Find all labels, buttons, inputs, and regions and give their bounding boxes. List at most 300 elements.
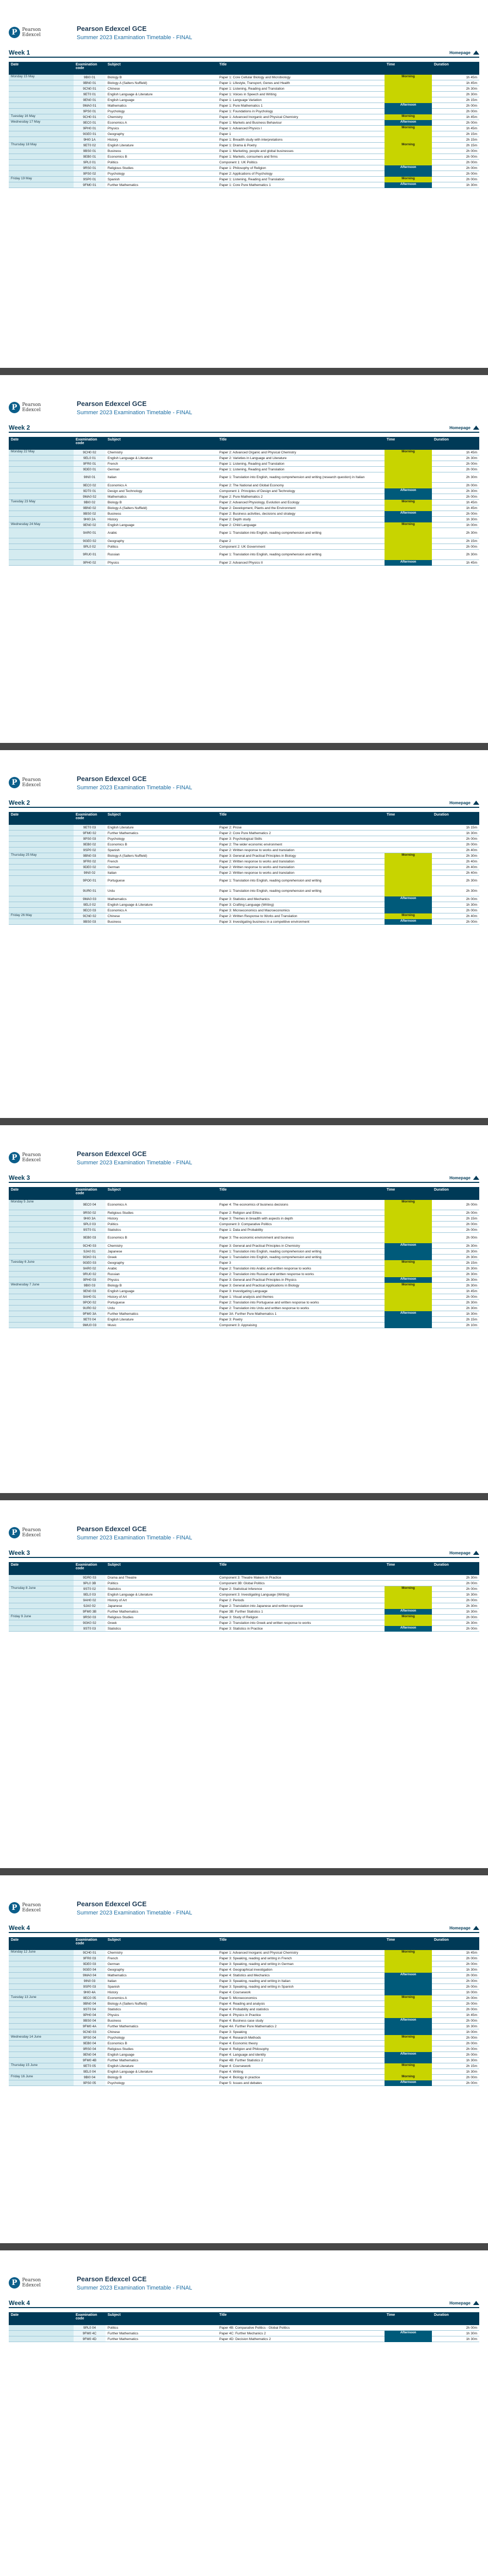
- exam-title: Paper 2: Written response to works and translation: [217, 859, 385, 865]
- table-row: [9, 483, 479, 488]
- exam-code: 9GE0 02: [74, 538, 106, 544]
- exam-date: [9, 154, 74, 160]
- document-title: Pearson Edexcel GCE: [77, 1149, 147, 1158]
- exam-date: [9, 2336, 74, 2342]
- exam-subject: Further Mathematics: [106, 2058, 217, 2063]
- exam-duration: 2h 00m: [432, 103, 479, 109]
- exam-code: 9AH0 02: [74, 1598, 106, 1603]
- up-arrow-icon[interactable]: [473, 801, 479, 805]
- up-arrow-icon[interactable]: [473, 1926, 479, 1930]
- exam-code: 9EN0 04: [74, 2052, 106, 2058]
- exam-date: [9, 1255, 74, 1260]
- homepage-label[interactable]: Homepage: [449, 1175, 470, 1180]
- exam-title: Paper 3: Statistics in Practice: [217, 1626, 385, 1632]
- table-row: [9, 455, 479, 461]
- table-row: [9, 1255, 479, 1260]
- table-row: [9, 2063, 479, 2069]
- exam-duration: 2h 00m: [432, 1615, 479, 1620]
- column-header: Subject: [106, 2312, 217, 2325]
- exam-code: 9EL0 02: [74, 902, 106, 908]
- exam-duration: 2h 30m: [432, 1243, 479, 1249]
- exam-title: Paper 3: Speaking, reading and writing in Spanish: [217, 1984, 385, 1990]
- exam-code: 9EL0 01: [74, 455, 106, 461]
- exam-duration: 1h 00m: [432, 1990, 479, 1995]
- exam-session: [385, 2041, 432, 2046]
- pearson-logo-icon: P: [9, 777, 20, 788]
- exam-date: [9, 919, 74, 925]
- exam-subject: Further Mathematics: [106, 1311, 217, 1317]
- exam-title: Component 1: UK Politics: [217, 160, 385, 165]
- exam-subject: Psychology: [106, 2035, 217, 2041]
- table-row: [9, 1950, 479, 1956]
- exam-subject: Urdu: [106, 1306, 217, 1311]
- homepage-label[interactable]: Homepage: [449, 2300, 470, 2306]
- exam-session: Morning: [385, 1586, 432, 1592]
- exam-subject: Mathematics: [106, 1973, 217, 1978]
- homepage-label[interactable]: Homepage: [449, 1925, 470, 1930]
- exam-subject: Mathematics: [106, 494, 217, 500]
- homepage-label[interactable]: Homepage: [449, 425, 470, 430]
- exam-date: [9, 2046, 74, 2052]
- week-bar: [9, 799, 479, 808]
- exam-date: [9, 896, 74, 902]
- exam-title: Paper 3: General and Practical Principles in Chemistry: [217, 1243, 385, 1249]
- exam-subject: Music: [106, 1323, 217, 1328]
- document-title: Pearson Edexcel GCE: [77, 2275, 147, 2283]
- exam-date: [9, 165, 74, 171]
- exam-session: [385, 1233, 432, 1243]
- exam-duration: 1h 30m: [432, 1609, 479, 1615]
- exam-code: 9IN0 03: [74, 1978, 106, 1984]
- exam-code: 9DE0 02: [74, 865, 106, 870]
- table-row: [9, 902, 479, 908]
- exam-duration: 2h 00m: [432, 1210, 479, 1216]
- exam-session: [385, 154, 432, 160]
- exam-title: Paper 2: Child Language: [217, 522, 385, 528]
- column-header: Time: [385, 1937, 432, 1950]
- column-header: Duration: [432, 2312, 479, 2325]
- table-row: [9, 171, 479, 177]
- exam-session: [385, 2336, 432, 2342]
- exam-table: [9, 812, 479, 925]
- exam-title: Paper 3: Investigating business in a competitive environment: [217, 919, 385, 925]
- exam-title: Paper 3: General and Practical Principles in Physics: [217, 1277, 385, 1283]
- pearson-logo: [9, 1152, 66, 1163]
- exam-title: Paper 1: Listening, Reading and Translation: [217, 86, 385, 92]
- exam-duration: 2h 15m: [432, 2063, 479, 2069]
- exam-code: 9FM0 4B: [74, 2058, 106, 2063]
- exam-date: [9, 1626, 74, 1632]
- exam-code: 9FR0 03: [74, 1956, 106, 1961]
- exam-duration: 2h 00m: [432, 177, 479, 182]
- exam-duration: 2h 00m: [432, 1956, 479, 1961]
- exam-duration: 2h 00m: [432, 494, 479, 500]
- table-row: [9, 109, 479, 114]
- exam-date: [9, 483, 74, 488]
- exam-date: [9, 171, 74, 177]
- exam-code: 9RS0 03: [74, 1615, 106, 1620]
- exam-table: [9, 1187, 479, 1328]
- table-row: [9, 2041, 479, 2046]
- document-title: Pearson Edexcel GCE: [77, 24, 147, 32]
- table-header-row: [9, 1187, 479, 1200]
- column-header: Subject: [106, 1562, 217, 1575]
- exam-session: Afternoon: [385, 103, 432, 109]
- exam-title: Paper 1: Advanced Inorganic and Physical Chemistry: [217, 1950, 385, 1956]
- exam-session: [385, 2001, 432, 2007]
- pearson-logo-icon: P: [9, 27, 20, 38]
- exam-subject: Italian: [106, 1978, 217, 1984]
- exam-title: Component 3: Theatre Makers in Practice: [217, 1575, 385, 1581]
- table-row: [9, 143, 479, 148]
- exam-code: 9BI0 02: [74, 500, 106, 505]
- table-row: [9, 1973, 479, 1978]
- column-header: Duration: [432, 62, 479, 75]
- exam-session: [385, 538, 432, 544]
- exam-code: 9BS0 03: [74, 919, 106, 925]
- table-row: [9, 1603, 479, 1609]
- exam-subject: English Language & Literature: [106, 455, 217, 461]
- exam-date: [9, 1243, 74, 1249]
- exam-subject: Economics B: [106, 154, 217, 160]
- exam-code: 9EN0 02: [74, 522, 106, 528]
- exam-session: Morning: [385, 1200, 432, 1210]
- exam-subject: Russian: [106, 1272, 217, 1277]
- exam-date: [9, 1598, 74, 1603]
- exam-date: Thursday 15 June: [9, 2063, 74, 2069]
- pearson-logo: [9, 27, 66, 38]
- brand-sub: Edexcel: [22, 2283, 41, 2288]
- exam-date: [9, 137, 74, 143]
- exam-duration: 2h 00m: [432, 2080, 479, 2086]
- exam-duration: 1h 45m: [432, 2012, 479, 2018]
- column-header: Title: [217, 2312, 385, 2325]
- table-row: [9, 1216, 479, 1222]
- exam-title: Paper 3: Study of Religion: [217, 1615, 385, 1620]
- pearson-logo-icon: P: [9, 402, 20, 413]
- exam-date: [9, 2024, 74, 2029]
- exam-table: [9, 437, 479, 566]
- exam-duration: 2h 30m: [432, 876, 479, 886]
- up-arrow-icon[interactable]: [473, 1176, 479, 1180]
- exam-duration: 1h 30m: [432, 2069, 479, 2075]
- exam-title: Paper 4: Coursework: [217, 1990, 385, 1995]
- exam-code: 9EC0 03: [74, 908, 106, 913]
- column-header: Duration: [432, 1562, 479, 1575]
- exam-session: Afternoon: [385, 182, 432, 188]
- exam-title: Paper 3: Speaking, reading and writing in Italian: [217, 1978, 385, 1984]
- exam-date: [9, 528, 74, 538]
- up-arrow-icon[interactable]: [473, 426, 479, 430]
- exam-date: [9, 160, 74, 165]
- exam-session: Morning: [385, 450, 432, 455]
- exam-title: Paper 3: General and Practical Principles in Biology: [217, 853, 385, 859]
- exam-duration: 1h 30m: [432, 2331, 479, 2336]
- exam-subject: Arabic: [106, 528, 217, 538]
- table-row: [9, 1984, 479, 1990]
- exam-session: Morning: [385, 2063, 432, 2069]
- exam-session: [385, 1294, 432, 1300]
- table-row: [9, 75, 479, 80]
- exam-title: Paper 1: Listening, Reading and Translation: [217, 177, 385, 182]
- table-row: [9, 1961, 479, 1967]
- exam-subject: Psychology: [106, 2080, 217, 2086]
- exam-duration: 2h 00m: [432, 1586, 479, 1592]
- exam-date: [9, 1984, 74, 1990]
- exam-date: [9, 1277, 74, 1283]
- column-header: Duration: [432, 1187, 479, 1200]
- exam-duration: 2h 15m: [432, 97, 479, 103]
- column-header: Subject: [106, 437, 217, 450]
- page-header: [9, 2268, 479, 2298]
- exam-session: [385, 859, 432, 865]
- exam-code: 9PO0 01: [74, 876, 106, 886]
- homepage-label[interactable]: Homepage: [449, 50, 470, 55]
- exam-title: Paper 4: Biology in practice: [217, 2075, 385, 2080]
- homepage-link[interactable]: [449, 1551, 479, 1555]
- exam-date: [9, 831, 74, 836]
- exam-session: [385, 825, 432, 831]
- table-row: [9, 1306, 479, 1311]
- exam-subject: German: [106, 865, 217, 870]
- exam-code: 9MA0 03: [74, 896, 106, 902]
- table-row: [9, 1592, 479, 1598]
- exam-code: 9MA0 02: [74, 494, 106, 500]
- exam-code: 9EC0 01: [74, 120, 106, 126]
- exam-subject: Statistics: [106, 1227, 217, 1233]
- exam-subject: History of Art: [106, 1598, 217, 1603]
- exam-session: Morning: [385, 2075, 432, 2080]
- exam-title: Paper 1: Lifestyle, Transport, Genes and Health: [217, 80, 385, 86]
- exam-code: 9PL0 03: [74, 1222, 106, 1227]
- exam-table: [9, 1562, 479, 1632]
- exam-code: 9CH0 03: [74, 1243, 106, 1249]
- exam-title: Paper 1: Translation into English, reading comprehension and writing: [217, 876, 385, 886]
- week-bar: [9, 1924, 479, 1933]
- exam-code: 9ET0 03: [74, 825, 106, 831]
- exam-date: [9, 1978, 74, 1984]
- exam-subject: Religious Studies: [106, 165, 217, 171]
- exam-code: 9PH0 03: [74, 1277, 106, 1283]
- up-arrow-icon[interactable]: [473, 1551, 479, 1555]
- exam-title: Paper 3: General and Practical Applications in Biology: [217, 1283, 385, 1289]
- table-row: [9, 859, 479, 865]
- table-row: [9, 1598, 479, 1603]
- exam-subject: Biology A (Salters Nuffield): [106, 2001, 217, 2007]
- table-row: [9, 528, 479, 538]
- exam-date: [9, 517, 74, 522]
- table-row: [9, 1978, 479, 1984]
- exam-title: Paper 2: Depth study: [217, 517, 385, 522]
- up-arrow-icon[interactable]: [473, 50, 479, 55]
- exam-duration: 1h 00m: [432, 522, 479, 528]
- timetable-page: [0, 2250, 488, 2576]
- exam-session: [385, 467, 432, 472]
- exam-date: [9, 2041, 74, 2046]
- table-header-row: [9, 812, 479, 825]
- exam-date: [9, 902, 74, 908]
- exam-date: [9, 472, 74, 483]
- exam-date: [9, 1581, 74, 1586]
- table-row: [9, 1294, 479, 1300]
- exam-session: Afternoon: [385, 1243, 432, 1249]
- exam-duration: 2h 15m: [432, 538, 479, 544]
- table-row: [9, 97, 479, 103]
- exam-duration: 2h 00m: [432, 1598, 479, 1603]
- table-row: [9, 511, 479, 517]
- table-row: [9, 1990, 479, 1995]
- exam-session: [385, 483, 432, 488]
- exam-subject: English Language & Literature: [106, 2069, 217, 2075]
- exam-subject: Physics: [106, 1277, 217, 1283]
- exam-session: [385, 1216, 432, 1222]
- table-row: [9, 848, 479, 853]
- exam-duration: 2h 00m: [432, 148, 479, 154]
- exam-subject: Further Mathematics: [106, 182, 217, 188]
- exam-code: 9PS0 02: [74, 171, 106, 177]
- exam-code: 9CN0 02: [74, 913, 106, 919]
- page-header: [9, 768, 479, 798]
- week-heading: Week 2: [9, 799, 30, 806]
- exam-code: 9DE0 01: [74, 467, 106, 472]
- exam-title: Paper 3: Speaking, reading and writing in French: [217, 1956, 385, 1961]
- exam-date: [9, 467, 74, 472]
- page-header: [9, 1893, 479, 1923]
- exam-date: [9, 1289, 74, 1294]
- exam-subject: Chinese: [106, 86, 217, 92]
- exam-session: [385, 1978, 432, 1984]
- column-header: Examination code: [74, 2312, 106, 2325]
- exam-title: Paper 1: Visual analysis and themes: [217, 1294, 385, 1300]
- exam-subject: Business: [106, 2018, 217, 2024]
- exam-title: Component 2: UK Government: [217, 544, 385, 550]
- exam-session: [385, 908, 432, 913]
- exam-date: [9, 859, 74, 865]
- column-header: Title: [217, 1562, 385, 1575]
- exam-title: Paper 3: Poetry: [217, 1317, 385, 1323]
- homepage-label[interactable]: Homepage: [449, 800, 470, 805]
- table-row: [9, 488, 479, 494]
- homepage-link[interactable]: [449, 1926, 479, 1930]
- exam-subject: Psychology: [106, 109, 217, 114]
- exam-duration: 2h 15m: [432, 1317, 479, 1323]
- exam-code: 9EB0 03: [74, 1233, 106, 1243]
- table-row: [9, 2007, 479, 2012]
- exam-title: Paper 2: Religion and Ethics: [217, 1210, 385, 1216]
- exam-date: [9, 1222, 74, 1227]
- exam-subject: Chemistry: [106, 1950, 217, 1956]
- exam-date: [9, 126, 74, 131]
- exam-date: [9, 511, 74, 517]
- homepage-link[interactable]: [449, 426, 479, 430]
- exam-duration: 1h 30m: [432, 2024, 479, 2029]
- exam-duration: 2h 00m: [432, 1626, 479, 1632]
- exam-subject: Further Mathematics: [106, 2024, 217, 2029]
- exam-date: [9, 461, 74, 467]
- table-row: [9, 1586, 479, 1592]
- timetable-page: [0, 750, 488, 1125]
- homepage-link[interactable]: [449, 801, 479, 805]
- exam-date: [9, 1967, 74, 1973]
- column-header: Title: [217, 1187, 385, 1200]
- up-arrow-icon[interactable]: [473, 2301, 479, 2305]
- exam-session: [385, 1210, 432, 1216]
- exam-code: 9GK0 02: [74, 1620, 106, 1626]
- exam-date: [9, 2058, 74, 2063]
- exam-duration: 1h 45m: [432, 500, 479, 505]
- exam-code: 9UR0 02: [74, 1306, 106, 1311]
- exam-date: Thursday 18 May: [9, 143, 74, 148]
- exam-duration: 2h 00m: [432, 1961, 479, 1967]
- exam-code: 9AR0 02: [74, 1266, 106, 1272]
- column-header: Title: [217, 62, 385, 75]
- homepage-link[interactable]: [449, 50, 479, 55]
- exam-subject: Economics A: [106, 483, 217, 488]
- document-subtitle: Summer 2023 Examination Timetable - FINAL: [77, 1909, 193, 1916]
- table-row: [9, 86, 479, 92]
- table-row: [9, 92, 479, 97]
- exam-duration: 2h 00m: [432, 1227, 479, 1233]
- exam-code: 9ST0 04: [74, 2007, 106, 2012]
- exam-code: 9PS0 04: [74, 2035, 106, 2041]
- exam-session: [385, 2029, 432, 2035]
- brand-name: Pearson: [22, 2278, 41, 2283]
- exam-session: Afternoon: [385, 1311, 432, 1317]
- brand-name: Pearson: [22, 1153, 41, 1158]
- document-subtitle: Summer 2023 Examination Timetable - FINAL: [77, 1534, 193, 1541]
- exam-session: Morning: [385, 1260, 432, 1266]
- homepage-link[interactable]: [449, 2301, 479, 2306]
- exam-subject: Economics A: [106, 1995, 217, 2001]
- homepage-link[interactable]: [449, 1176, 479, 1180]
- table-row: [9, 1323, 479, 1328]
- exam-title: Paper 2: Statistical Inference: [217, 1586, 385, 1592]
- exam-date: [9, 505, 74, 511]
- exam-subject: Design and Technology: [106, 488, 217, 494]
- exam-code: 9PL0 3B: [74, 1581, 106, 1586]
- exam-date: [9, 92, 74, 97]
- column-header: Subject: [106, 1937, 217, 1950]
- exam-subject: Russian: [106, 550, 217, 560]
- exam-session: Morning: [385, 126, 432, 131]
- exam-date: [9, 1227, 74, 1233]
- homepage-label[interactable]: Homepage: [449, 1550, 470, 1555]
- exam-session: [385, 2012, 432, 2018]
- table-row: [9, 1311, 479, 1317]
- column-header: Examination code: [74, 812, 106, 825]
- exam-duration: 2h 00m: [432, 483, 479, 488]
- exam-date: [9, 1592, 74, 1598]
- exam-session: [385, 902, 432, 908]
- exam-duration: 2h 30m: [432, 1272, 479, 1277]
- table-row: [9, 1249, 479, 1255]
- exam-session: Afternoon: [385, 120, 432, 126]
- exam-session: [385, 2325, 432, 2331]
- document-title: Pearson Edexcel GCE: [77, 774, 147, 783]
- exam-session: [385, 1967, 432, 1973]
- exam-session: Morning: [385, 177, 432, 182]
- exam-title: Paper 4: The economics of business decisions: [217, 1200, 385, 1210]
- exam-session: Afternoon: [385, 1277, 432, 1283]
- table-row: [9, 2035, 479, 2041]
- exam-date: [9, 1973, 74, 1978]
- exam-title: Paper 2: Advanced Physics II: [217, 560, 385, 566]
- exam-date: [9, 1294, 74, 1300]
- column-header: Title: [217, 812, 385, 825]
- exam-duration: 2h 00m: [432, 467, 479, 472]
- timetable-page: [0, 1500, 488, 1875]
- exam-code: 9EL0 04: [74, 2069, 106, 2075]
